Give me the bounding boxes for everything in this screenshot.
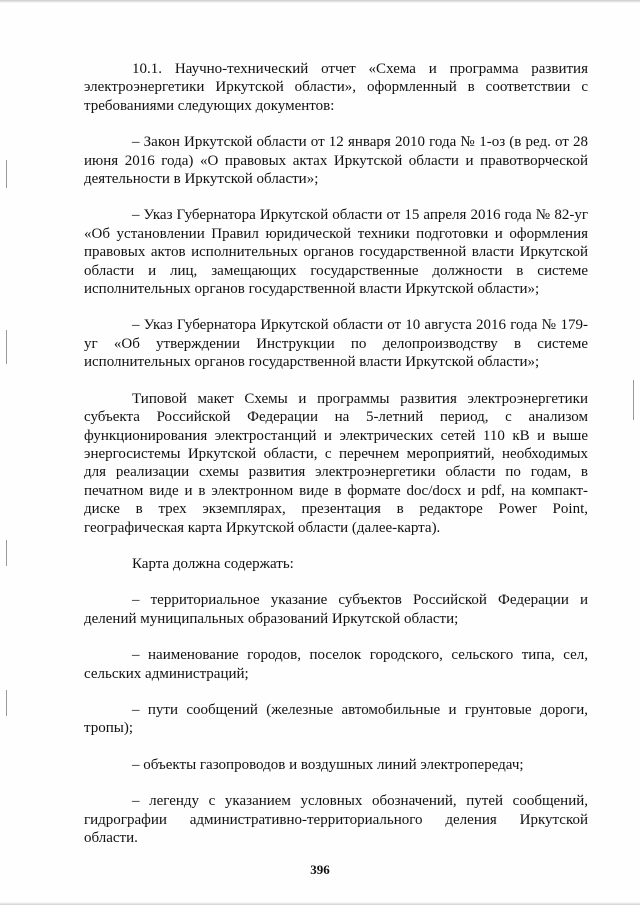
- scan-margin-mark: [6, 330, 7, 364]
- paragraph-map-requirements: Карта должна содержать:: [132, 555, 294, 572]
- paragraph-standard-layout: Типовой макет Схемы и программы развития электроэнергетики субъекта Российской Федерации на 5-летний период, с анализом функционирования электростанций и электрических сетей 110 кВ и выше энергосистемы Иркутской области, с перечнем мероприятий, необходимых для реализации схемы развития электроэнергетики области по годам, в печатном виде и в электронном виде в формате doc/docx и pdf, на компакт-диске в трех экземплярах, презентация в редакторе Power Point, географическая карта Иркутской области (далее-карта).: [84, 390, 588, 536]
- list-item-map-pipelines: – объекты газопроводов и воздушных линий электропередач;: [132, 756, 524, 773]
- document-body: [84, 60, 588, 847]
- scan-edge-top: [0, 0, 640, 3]
- paragraph-section-10-1: 10.1. Научно-технический отчет «Схема и программа развития электроэнергетики Иркутской области», оформленный в соответствии с требованиями следующих документов:: [84, 61, 588, 114]
- page-number: 396: [310, 862, 330, 877]
- scan-margin-mark: [6, 160, 7, 188]
- scan-margin-mark: [6, 540, 7, 566]
- scan-margin-mark: [633, 380, 634, 420]
- list-item-map-legend: – легенду с указанием условных обозначений, путей сообщений, гидрографии административно-территориального деления Иркутской области.: [84, 793, 588, 846]
- list-item-map-roads: – пути сообщений (железные автомобильные и грунтовые дороги, тропы);: [84, 701, 588, 737]
- list-item-decree-82: – Указ Губернатора Иркутской области от 15 апреля 2016 года № 82-уг «Об установлении Правил юридической техники подготовки и оформления правовых актов исполнительных органов государственной власти Иркутской области и лиц, замещающих государственные должности в системе исполнительных органов государственной власти Иркутской области»;: [84, 207, 588, 298]
- list-item-decree-179: – Указ Губернатора Иркутской области от 10 августа 2016 года № 179-уг «Об утверждении Инструкции по делопроизводству в системе исполнительных органов государственной власти Иркутской области»;: [84, 317, 588, 371]
- list-item-law: – Закон Иркутской области от 12 января 2010 года № 1-оз (в ред. от 28 июня 2016 года) «О правовых актах Иркутской области и правотворческой деятельности в Иркутской области»;: [84, 134, 588, 188]
- scan-margin-mark: [6, 690, 7, 716]
- list-item-map-settlements: – наименование городов, поселок городского, сельского типа, сел, сельских администраций;: [84, 647, 588, 682]
- list-item-map-territory: – территориальное указание субъектов Российской Федерации и делений муниципальных образований Иркутской области;: [84, 592, 588, 627]
